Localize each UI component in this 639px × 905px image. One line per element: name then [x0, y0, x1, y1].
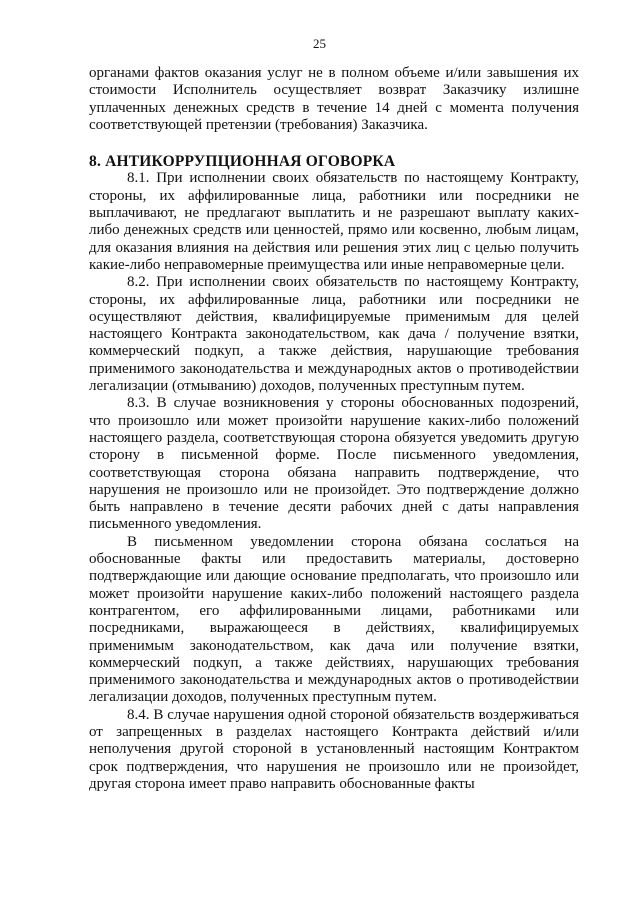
paragraph-8-2: 8.2. При исполнении своих обязательств по настоящему Контракту, стороны, их аффилированные лица, работники или посредники не осуществляют действия, квалифицируемые применимым для целей настоящего Контракта законодательством, как дача / получение взятки, коммерческий подкуп, а также действия, нарушающие требования применимого законодательства и международных актов о противодействии легализации (отмыванию) доходов, полученных преступным путем.	[89, 274, 579, 395]
paragraph-notice: В письменном уведомлении сторона обязана сослаться на обоснованные факты или предоставить материалы, достоверно подтверждающие или дающие основание предполагать, что произошло или может произойти нарушение каких-либо положений настоящего раздела контрагентом, его аффилированными лицами, работниками или посредниками, выражающееся в действиях, квалифицируемых применимым законодательством, как дача или получение взятки, коммерческий подкуп, а также действиях, нарушающих требования применимого законодательства и международных актов о противодействии легализации доходов, полученных преступным путем.	[89, 533, 579, 706]
section-title: 8. АНТИКОРРУПЦИОННАЯ ОГОВОРКА	[89, 153, 396, 171]
intro-paragraph: органами фактов оказания услуг не в полном объеме и/или завышения их стоимости Исполнитель осуществляет возврат Заказчику излишне уплаченных денежных средств в течение 14 дней с момента получения соответствующей претензии (требования) Заказчика.	[89, 65, 579, 133]
paragraph-8-3: 8.3. В случае возникновения у стороны обоснованных подозрений, что произошло или может произойти нарушение каких-либо положений настоящего раздела, соответствующая сторона обязуется уведомить другую сторону в письменной форме. После письменного уведомления, соответствующая сторона обязана направить подтверждение, что нарушения не произошло или не произойдет. Это подтверждение должно быть направлено в течение десяти рабочих дней с даты направления письменного уведомления.	[89, 395, 579, 533]
page-number: 25	[313, 36, 326, 51]
paragraph-8-4: 8.4. В случае нарушения одной стороной обязательств воздерживаться от запрещенных в разделах настоящего Контракта действий и/или неполучения другой стороной в установленный настоящим Контрактом срок подтверждения, что нарушения не произошло или не произойдет, другая сторона имеет право направить обоснованные факты	[89, 706, 579, 792]
document-body	[89, 65, 579, 793]
paragraph-8-1: 8.1. При исполнении своих обязательств по настоящему Контракту, стороны, их аффилированные лица, работники или посредники не выплачивают, не предлагают выплатить и не разрешают выплату каких-либо денежных средств или ценностей, прямо или косвенно, любым лицам, для оказания влияния на действия или решения этих лиц с целью получить какие-либо неправомерные преимущества или иные неправомерные цели.	[89, 170, 579, 273]
